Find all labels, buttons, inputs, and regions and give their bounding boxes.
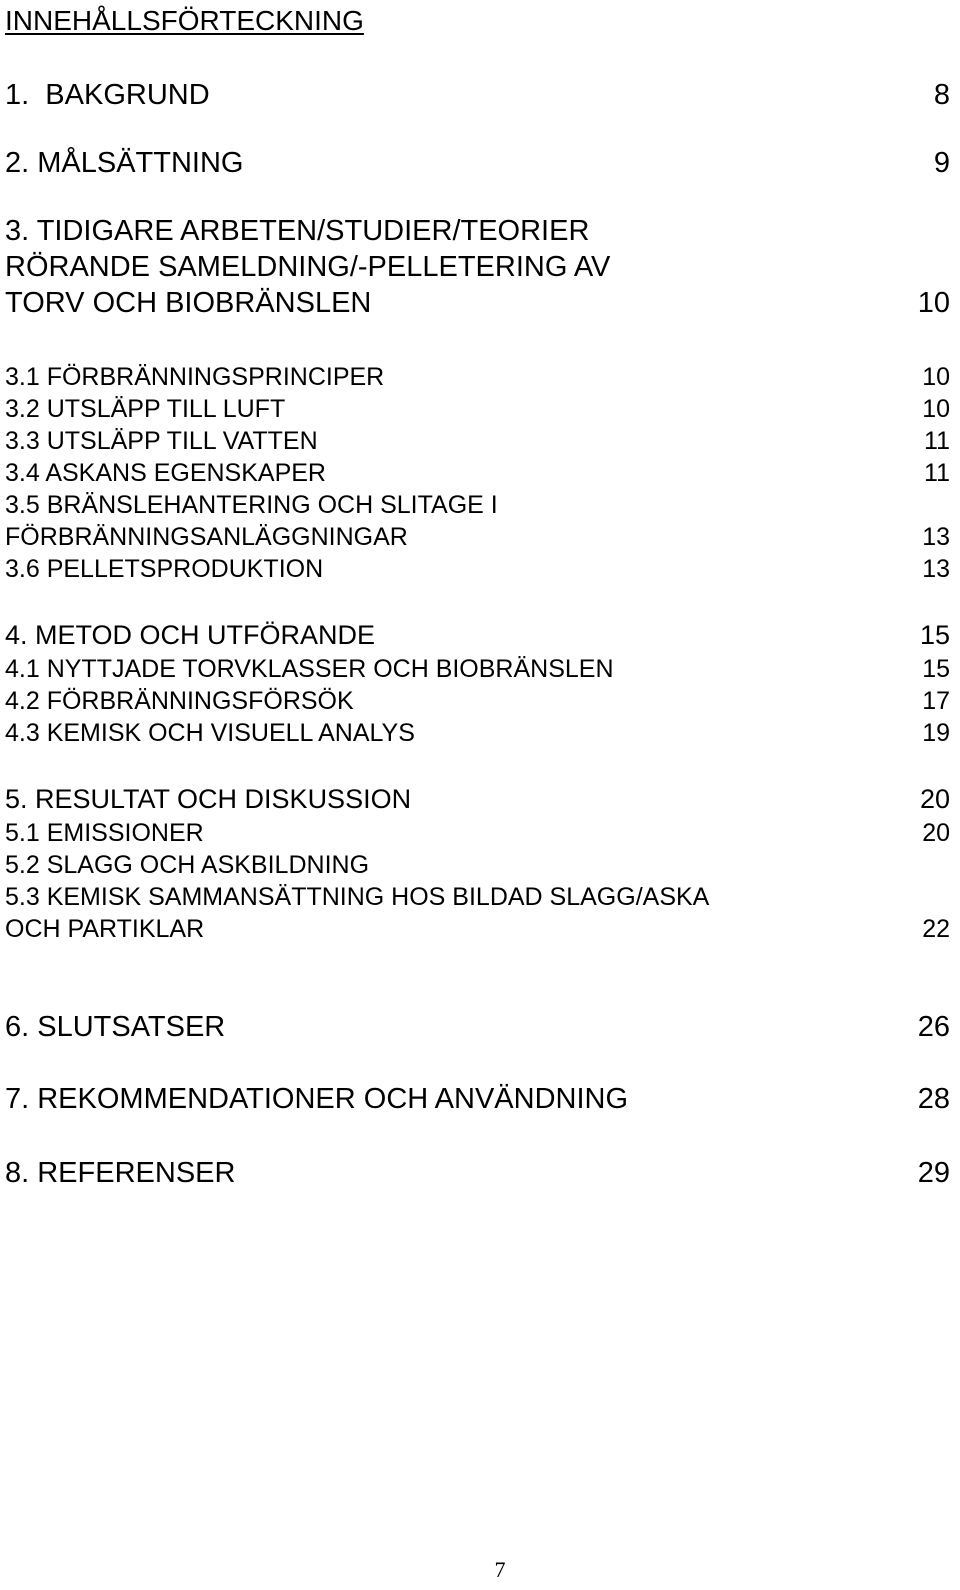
toc-entry-page: 22	[922, 915, 950, 943]
toc-entry-resultat[interactable]	[5, 781, 950, 817]
toc-entry-label: 5.2 SLAGG OCH ASKBILDNING	[5, 851, 370, 879]
toc-entry-3-4[interactable]	[5, 457, 950, 489]
toc-entry-label: 4.3 KEMISK OCH VISUELL ANALYS	[5, 719, 415, 747]
toc-entry-label: 3. TIDIGARE ARBETEN/STUDIER/TEORIER RÖRANDE SAMELDNING/-PELLETERING AV TORV OCH BIOBRÄNSLEN	[5, 215, 611, 319]
toc-entry-4-2[interactable]	[5, 685, 950, 717]
toc-entry-referenser[interactable]	[5, 1155, 950, 1191]
toc-entry-page: 9	[933, 147, 950, 179]
toc-entry-page: 26	[917, 1011, 950, 1043]
toc-entry-4-3[interactable]	[5, 717, 950, 749]
toc-entry-page: 28	[917, 1083, 950, 1115]
toc-entry-label: 2. MÅLSÄTTNING	[5, 147, 244, 179]
toc-entry-label: 3.3 UTSLÄPP TILL VATTEN	[5, 427, 318, 455]
toc-entry-label: 4.2 FÖRBRÄNNINGSFÖRSÖK	[5, 687, 354, 715]
toc-entry-rekommendationer[interactable]	[5, 1081, 950, 1117]
toc-entry-page: 20	[922, 819, 950, 847]
toc-entry-label: 3.4 ASKANS EGENSKAPER	[5, 459, 326, 487]
toc-entry-page: 15	[922, 655, 950, 683]
toc-entry-label: 3.5 BRÄNSLEHANTERING OCH SLITAGE I FÖRBRÄNNINGSANLÄGGNINGAR	[5, 491, 498, 551]
toc-entry-label: 5.1 EMISSIONER	[5, 819, 204, 847]
toc-entry-page: 10	[922, 363, 950, 391]
toc-entry-label: 7. REKOMMENDATIONER OCH ANVÄNDNING	[5, 1083, 629, 1115]
toc-entry-label: 6. SLUTSATSER	[5, 1011, 226, 1043]
toc-entry-malsattning[interactable]	[5, 145, 950, 181]
toc-entry-page: 19	[922, 719, 950, 747]
toc-entry-3-1[interactable]	[5, 361, 950, 393]
toc-entry-tidigare-arbeten[interactable]	[5, 213, 950, 321]
toc-entry-page: 10	[922, 395, 950, 423]
toc-entry-slutsatser[interactable]	[5, 1009, 950, 1045]
toc-entry-4-1[interactable]	[5, 653, 950, 685]
toc-entry-bakgrund[interactable]	[5, 77, 950, 113]
toc-entry-3-6[interactable]	[5, 553, 950, 585]
toc-entry-page: 8	[933, 79, 950, 111]
toc-entry-3-3[interactable]	[5, 425, 950, 457]
toc-entry-page: 17	[922, 687, 950, 715]
toc-entry-5-2[interactable]	[5, 849, 950, 881]
toc-entry-page: 11	[924, 427, 950, 455]
toc-entry-page: 11	[924, 459, 950, 487]
toc-entry-label: 4. METOD OCH UTFÖRANDE	[5, 620, 376, 650]
toc-entry-3-5[interactable]	[5, 489, 950, 553]
toc-title: INNEHÅLLSFÖRTECKNING	[5, 5, 364, 36]
toc-entry-page: 15	[919, 620, 950, 650]
toc-entry-label: 3.1 FÖRBRÄNNINGSPRINCIPER	[5, 363, 385, 391]
toc-entry-page: 13	[922, 555, 950, 583]
toc-entry-label: 4.1 NYTTJADE TORVKLASSER OCH BIOBRÄNSLEN	[5, 655, 614, 683]
toc-entry-page: 10	[917, 287, 950, 319]
toc-entry-3-2[interactable]	[5, 393, 950, 425]
toc-entry-label: 1. BAKGRUND	[5, 79, 210, 111]
toc-entry-label: 3.2 UTSLÄPP TILL LUFT	[5, 395, 286, 423]
toc-entry-metod[interactable]	[5, 617, 950, 653]
toc-entry-page: 29	[917, 1157, 950, 1189]
toc-entry-5-1[interactable]	[5, 817, 950, 849]
toc-entry-page: 20	[919, 784, 950, 814]
page-number: 7	[494, 1557, 506, 1582]
toc-entry-page: 13	[922, 523, 950, 551]
toc-entry-label: 5.3 KEMISK SAMMANSÄTTNING HOS BILDAD SLAGG/ASKA OCH PARTIKLAR	[5, 883, 710, 943]
toc-entry-label: 8. REFERENSER	[5, 1157, 236, 1189]
toc-entry-5-3[interactable]	[5, 881, 950, 945]
toc-entry-label: 5. RESULTAT OCH DISKUSSION	[5, 784, 412, 814]
toc-entry-label: 3.6 PELLETSPRODUKTION	[5, 555, 324, 583]
